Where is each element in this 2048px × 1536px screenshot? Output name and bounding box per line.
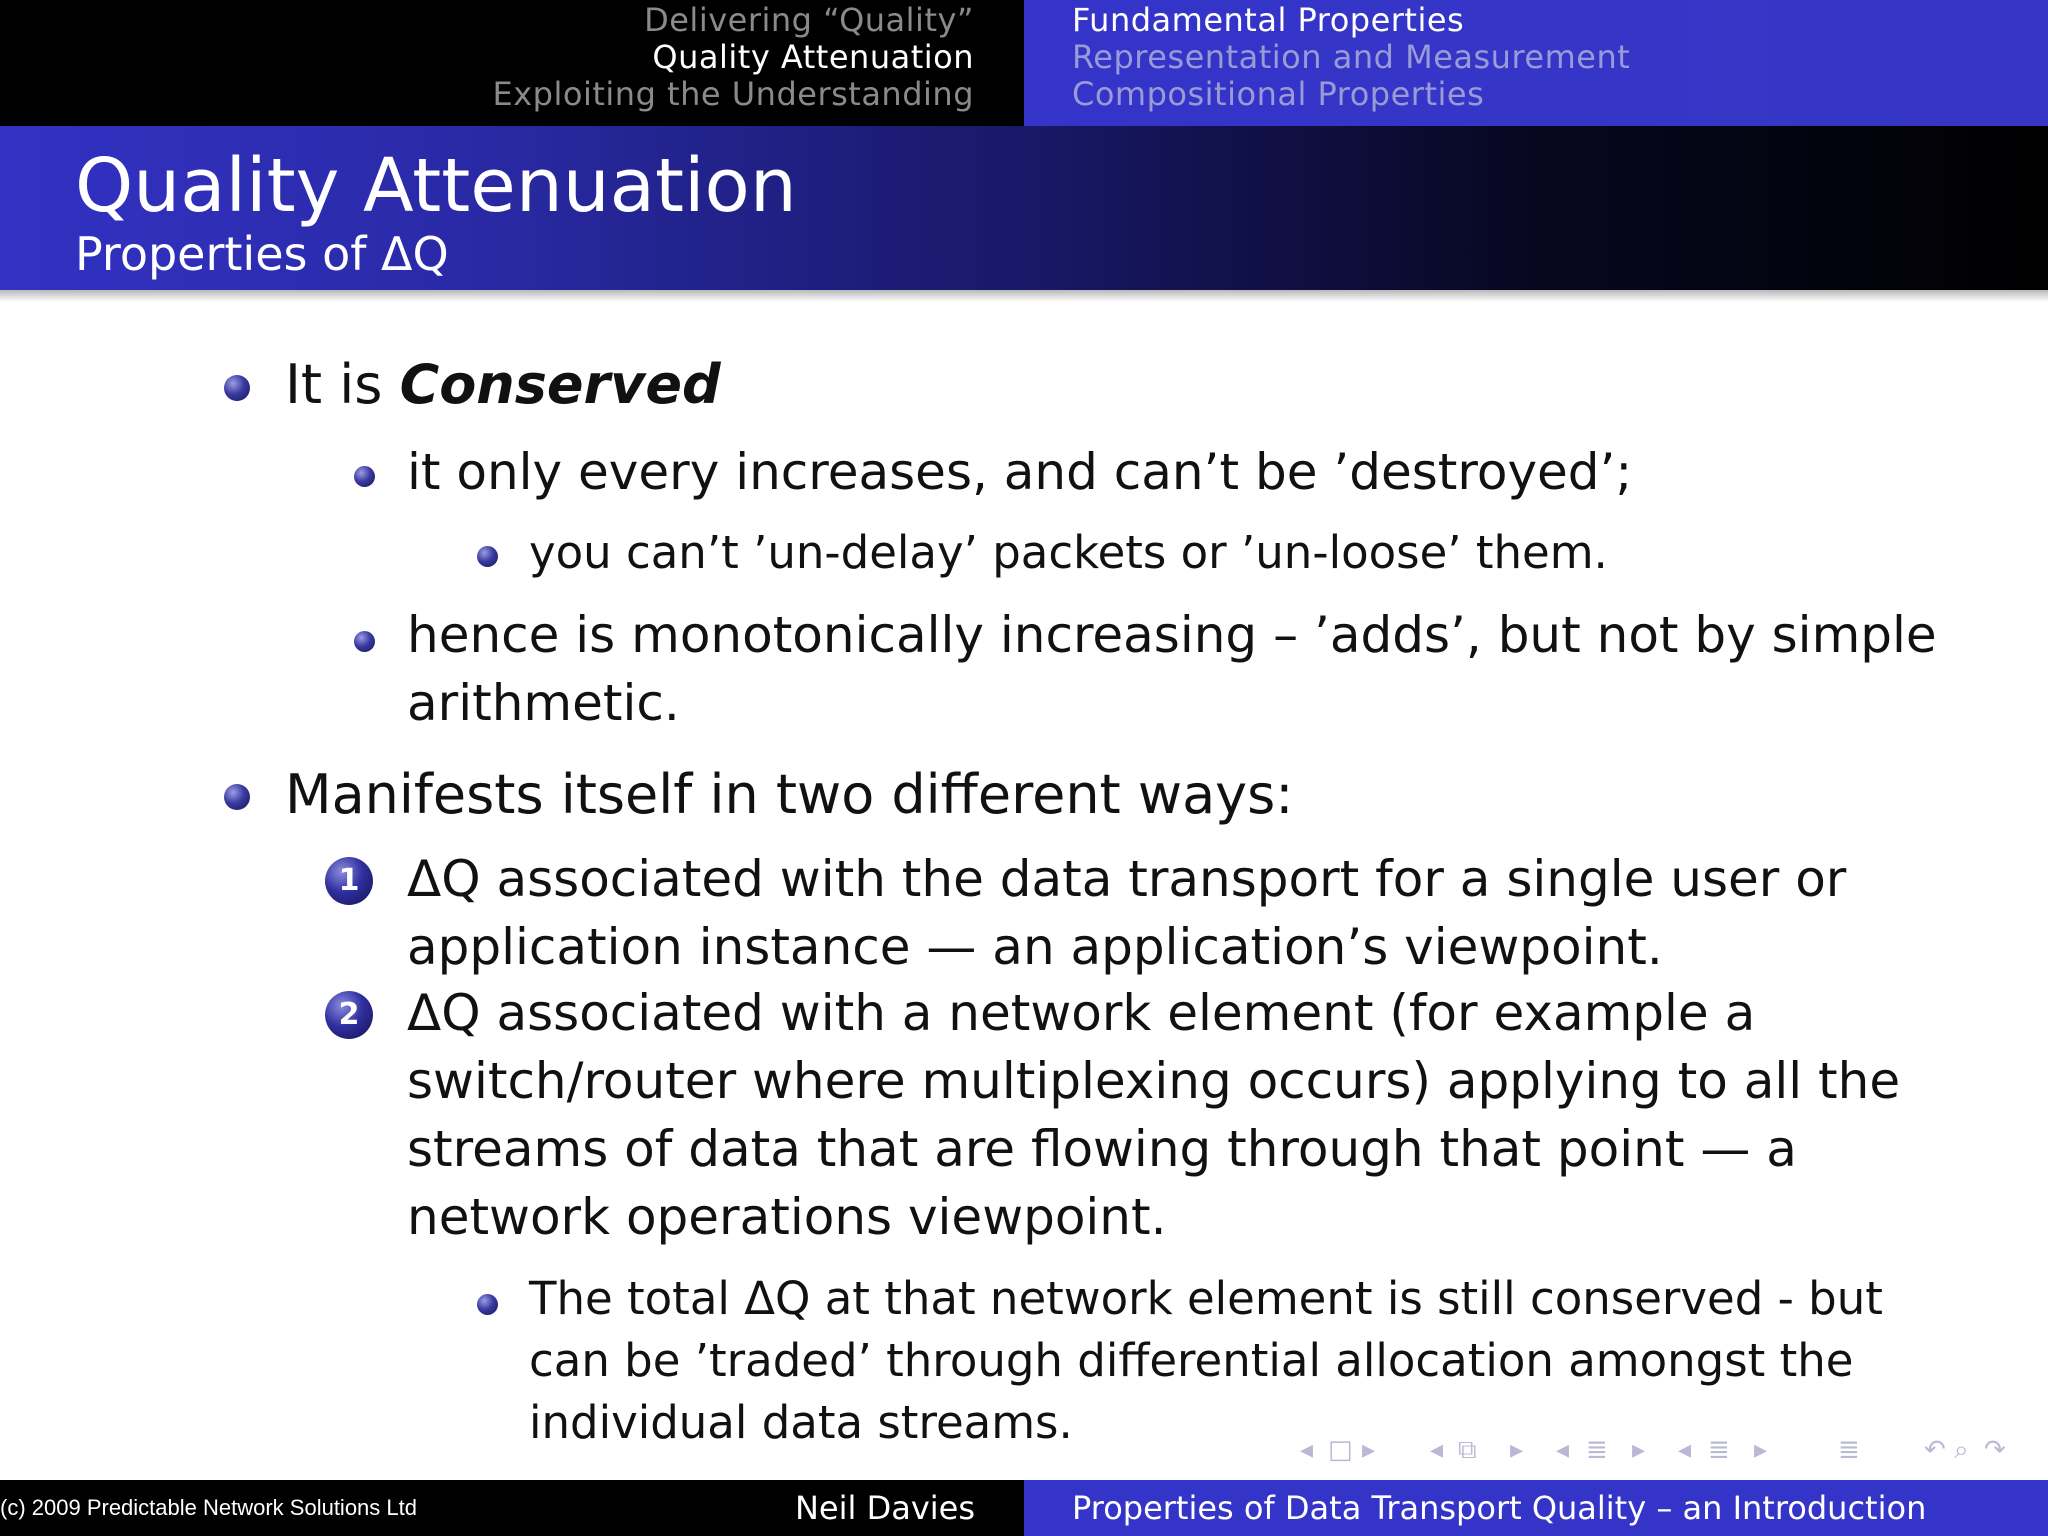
header-sections-panel bbox=[0, 0, 1024, 126]
section-next-arrow-icon[interactable]: ▸ bbox=[1632, 1435, 1646, 1465]
appendix-icon[interactable]: ≣ bbox=[1838, 1435, 1860, 1465]
bullet-icon bbox=[354, 466, 375, 487]
bullet-icon bbox=[224, 784, 250, 810]
nav-section-exploiting-understanding[interactable]: Exploiting the Understanding bbox=[492, 75, 974, 113]
nav-subsection-compositional-properties[interactable]: Compositional Properties bbox=[1072, 75, 1485, 113]
enum-text-line-1: ΔQ associated with a network element (for example a bbox=[407, 984, 1756, 1042]
slide-body bbox=[0, 290, 2048, 1480]
nav-subsection-representation-measurement[interactable]: Representation and Measurement bbox=[1072, 38, 1631, 76]
bullet-text-line-3: individual data streams. bbox=[529, 1396, 1073, 1449]
bullet-prefix: It is bbox=[285, 353, 400, 416]
bullet-emphasis: Conserved bbox=[399, 353, 721, 416]
frame-prev-arrow-icon[interactable]: ◂ bbox=[1300, 1435, 1314, 1465]
forward-icon[interactable]: ↷ bbox=[1984, 1435, 2006, 1465]
footer bbox=[0, 1480, 2048, 1536]
bullet-icon bbox=[477, 546, 498, 567]
bullet-icon bbox=[354, 631, 375, 652]
bullet-text bbox=[285, 353, 721, 417]
bullet-text-line-1: The total ΔQ at that network element is still conserved - but bbox=[529, 1272, 1883, 1325]
frame-icon[interactable]: □ bbox=[1328, 1435, 1353, 1465]
subsection-list bbox=[1072, 2, 1630, 113]
section-icon[interactable]: ≣ bbox=[1586, 1435, 1608, 1465]
back-icon[interactable]: ↶ bbox=[1924, 1435, 1946, 1465]
header-navigation bbox=[0, 0, 2048, 126]
enum-text-line-2: application instance — an application’s viewpoint. bbox=[407, 918, 1663, 976]
nav-section-delivering-quality[interactable]: Delivering “Quality” bbox=[644, 1, 974, 39]
document-prev-arrow-icon[interactable]: ◂ bbox=[1678, 1435, 1692, 1465]
bullet-text: it only every increases, and can’t be ’destroyed’; bbox=[407, 443, 1633, 501]
footer-author: Neil Davies bbox=[794, 1489, 975, 1527]
bullet-text: Manifests itself in two different ways: bbox=[285, 763, 1294, 826]
enum-text-line-1: ΔQ associated with the data transport for a single user or bbox=[407, 850, 1847, 908]
document-next-arrow-icon[interactable]: ▸ bbox=[1754, 1435, 1768, 1465]
frame-subtitle: Properties of ΔQ bbox=[75, 227, 449, 281]
section-prev-arrow-icon[interactable]: ◂ bbox=[1556, 1435, 1570, 1465]
frame-title-band bbox=[0, 126, 2048, 290]
footer-right-panel bbox=[1024, 1480, 2048, 1536]
bullet-text: you can’t ’un-delay’ packets or ’un-loose’ them. bbox=[529, 526, 1608, 579]
enum-text-line-4: network operations viewpoint. bbox=[407, 1188, 1167, 1246]
nav-subsection-fundamental-properties[interactable]: Fundamental Properties bbox=[1072, 1, 1465, 39]
bullet-text-line-2: can be ’traded’ through differential allocation amongst the bbox=[529, 1334, 1854, 1387]
frame-next-arrow-icon[interactable]: ▸ bbox=[1362, 1435, 1376, 1465]
frame-title: Quality Attenuation bbox=[75, 143, 797, 229]
enum-number-badge: 2 bbox=[325, 991, 373, 1039]
header-subsections-panel bbox=[1024, 0, 2048, 126]
subsection-next-arrow-icon[interactable]: ▸ bbox=[1510, 1435, 1524, 1465]
search-icon[interactable]: ⌕ bbox=[1954, 1435, 1969, 1465]
enum-number-badge: 1 bbox=[325, 857, 373, 905]
enum-text-line-3: streams of data that are flowing through that point — a bbox=[407, 1120, 1797, 1178]
bullet-icon bbox=[477, 1294, 498, 1315]
bullet-text-line-1: hence is monotonically increasing – ’adds’, but not by simple bbox=[407, 606, 1937, 664]
footer-left-panel bbox=[0, 1480, 1024, 1536]
bullet-text-line-2: arithmetic. bbox=[407, 674, 680, 732]
beamer-navigation-symbols bbox=[1300, 1432, 2040, 1468]
section-list bbox=[493, 2, 974, 113]
bullet-icon bbox=[224, 375, 250, 401]
nav-section-quality-attenuation[interactable]: Quality Attenuation bbox=[652, 38, 974, 76]
footer-talk-title: Properties of Data Transport Quality – an Introduction bbox=[1072, 1489, 1927, 1527]
subsection-prev-arrow-icon[interactable]: ◂ bbox=[1430, 1435, 1444, 1465]
enum-text-line-2: switch/router where multiplexing occurs) applying to all the bbox=[407, 1052, 1901, 1110]
subsection-icon[interactable]: ⧉ bbox=[1458, 1435, 1477, 1465]
footer-copyright: (c) 2009 Predictable Network Solutions Ltd bbox=[0, 1495, 417, 1520]
document-icon[interactable]: ≣ bbox=[1708, 1435, 1730, 1465]
